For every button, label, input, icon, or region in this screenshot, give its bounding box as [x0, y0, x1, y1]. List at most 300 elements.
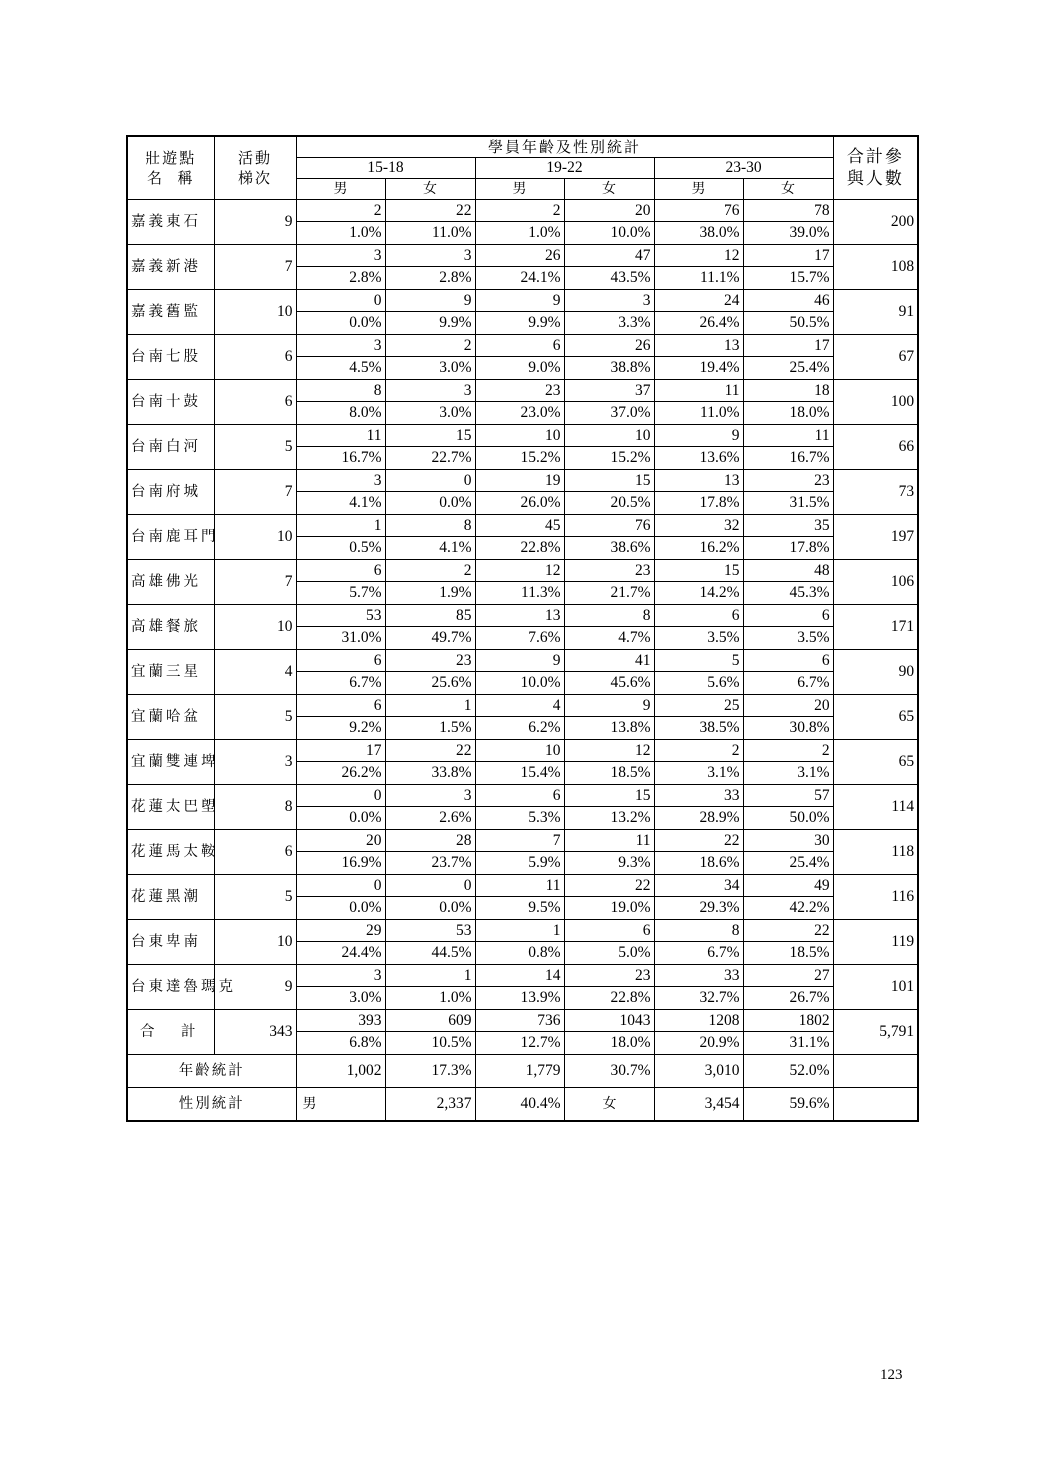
count-cell: 6: [743, 605, 833, 627]
percent-cell: 15.2%: [475, 447, 564, 470]
site-name-cell: 台南十鼓: [127, 380, 214, 425]
percent-cell: 13.6%: [654, 447, 743, 470]
percent-cell: 2.6%: [385, 807, 475, 830]
age-summary-label: 年齡統計: [127, 1055, 296, 1088]
count-cell: 3: [296, 335, 385, 357]
percent-cell: 1.9%: [385, 582, 475, 605]
count-cell: 0: [296, 785, 385, 807]
percent-cell: 5.7%: [296, 582, 385, 605]
count-cell: 27: [743, 965, 833, 987]
count-cell: 23: [743, 470, 833, 492]
percent-cell: 25.4%: [743, 357, 833, 380]
empty-cell: [833, 1055, 918, 1088]
percent-cell: 6.7%: [743, 672, 833, 695]
female-label: 女: [564, 1088, 654, 1122]
count-cell: 23: [564, 560, 654, 582]
total-cell: 114: [833, 785, 918, 830]
count-cell: 20: [296, 830, 385, 852]
percent-cell: 38.5%: [654, 717, 743, 740]
count-cell: 22: [564, 875, 654, 897]
batch-cell: 5: [214, 695, 296, 740]
count-cell: 3: [564, 290, 654, 312]
percent-cell: 9.2%: [296, 717, 385, 740]
count-cell: 9: [564, 695, 654, 717]
count-cell: 3: [296, 245, 385, 267]
count-cell: 1: [296, 515, 385, 537]
site-name-header: 壯遊點 名 稱: [127, 136, 214, 200]
percent-cell: 0.8%: [475, 942, 564, 965]
site-name-cell: 宜蘭三星: [127, 650, 214, 695]
percent-cell: 0.0%: [296, 897, 385, 920]
count-cell: 34: [654, 875, 743, 897]
site-name-cell: 花蓮馬太鞍: [127, 830, 214, 875]
percent-cell: 5.0%: [564, 942, 654, 965]
site-name-cell: 台南府城: [127, 470, 214, 515]
count-cell: 6: [296, 650, 385, 672]
count-cell: 11: [743, 425, 833, 447]
count-cell: 23: [564, 965, 654, 987]
percent-cell: 1.0%: [385, 987, 475, 1010]
total-participants-header: 合計參 與人數: [833, 136, 918, 200]
percent-cell: 31.5%: [743, 492, 833, 515]
percent-cell: 43.5%: [564, 267, 654, 290]
count-cell: 11: [296, 425, 385, 447]
batch-cell: 6: [214, 335, 296, 380]
total-cell: 91: [833, 290, 918, 335]
count-cell: 15: [564, 785, 654, 807]
percent-cell: 0.0%: [385, 492, 475, 515]
site-name-cell: 台東卑南: [127, 920, 214, 965]
count-cell: 12: [654, 245, 743, 267]
count-cell: 23: [385, 650, 475, 672]
age-group-header: 19-22: [475, 158, 654, 179]
percent-cell: 18.0%: [564, 1032, 654, 1055]
percent-cell: 50.5%: [743, 312, 833, 335]
count-cell: 35: [743, 515, 833, 537]
percent-cell: 16.7%: [296, 447, 385, 470]
percent-cell: 11.0%: [654, 402, 743, 425]
table-body: [127, 200, 918, 1055]
percent-cell: 29.3%: [654, 897, 743, 920]
site-name-cell: 高雄餐旅: [127, 605, 214, 650]
percent-cell: 45.3%: [743, 582, 833, 605]
batch-cell: 10: [214, 290, 296, 335]
site-name-cell: 嘉義新港: [127, 245, 214, 290]
percent-cell: 18.6%: [654, 852, 743, 875]
percent-cell: 2.8%: [296, 267, 385, 290]
count-cell: 57: [743, 785, 833, 807]
percent-cell: 24.1%: [475, 267, 564, 290]
percent-cell: 6.2%: [475, 717, 564, 740]
count-cell: 20: [743, 695, 833, 717]
batch-cell: 7: [214, 245, 296, 290]
total-cell: 197: [833, 515, 918, 560]
count-cell: 2: [385, 560, 475, 582]
percent-cell: 5.9%: [475, 852, 564, 875]
percent-cell: 3.0%: [296, 987, 385, 1010]
count-cell: 46: [743, 290, 833, 312]
count-cell: 6: [475, 335, 564, 357]
percent-cell: 23.7%: [385, 852, 475, 875]
sex-header: 女: [743, 179, 833, 200]
percent-cell: 15.4%: [475, 762, 564, 785]
site-count-row: [127, 875, 918, 897]
percent-cell: 6.7%: [654, 942, 743, 965]
summary-cell: 52.0%: [743, 1055, 833, 1088]
count-cell: 29: [296, 920, 385, 942]
count-cell: 393: [296, 1010, 385, 1032]
site-count-row: [127, 920, 918, 942]
percent-cell: 4.7%: [564, 627, 654, 650]
summary-body: [127, 1055, 918, 1122]
summary-cell: 1,779: [475, 1055, 564, 1088]
count-cell: 2: [654, 740, 743, 762]
site-count-row: [127, 965, 918, 987]
percent-cell: 19.4%: [654, 357, 743, 380]
count-cell: 6: [564, 920, 654, 942]
count-cell: 18: [743, 380, 833, 402]
site-count-row: [127, 335, 918, 357]
percent-cell: 8.0%: [296, 402, 385, 425]
summary-cell: 40.4%: [475, 1088, 564, 1122]
sex-summary-label: 性別統計: [127, 1088, 296, 1122]
count-cell: 9: [654, 425, 743, 447]
percent-cell: 0.5%: [296, 537, 385, 560]
percent-cell: 7.6%: [475, 627, 564, 650]
count-cell: 85: [385, 605, 475, 627]
percent-cell: 22.8%: [564, 987, 654, 1010]
batch-cell: 9: [214, 965, 296, 1010]
summary-cell: 30.7%: [564, 1055, 654, 1088]
percent-cell: 25.6%: [385, 672, 475, 695]
count-cell: 12: [564, 740, 654, 762]
percent-cell: 14.2%: [654, 582, 743, 605]
count-cell: 1043: [564, 1010, 654, 1032]
site-count-row: [127, 740, 918, 762]
percent-cell: 4.5%: [296, 357, 385, 380]
count-cell: 53: [296, 605, 385, 627]
count-cell: 76: [564, 515, 654, 537]
percent-cell: 49.7%: [385, 627, 475, 650]
batch-cell: 9: [214, 200, 296, 245]
total-cell: 108: [833, 245, 918, 290]
count-cell: 8: [654, 920, 743, 942]
count-cell: 45: [475, 515, 564, 537]
percent-cell: 3.0%: [385, 402, 475, 425]
count-cell: 76: [654, 200, 743, 222]
site-count-row: [127, 380, 918, 402]
percent-cell: 9.0%: [475, 357, 564, 380]
total-cell: 106: [833, 560, 918, 605]
percent-cell: 16.2%: [654, 537, 743, 560]
count-cell: 6: [654, 605, 743, 627]
site-name-cell: 台南鹿耳門: [127, 515, 214, 560]
summary-cell: 3,010: [654, 1055, 743, 1088]
percent-cell: 33.8%: [385, 762, 475, 785]
count-cell: 6: [475, 785, 564, 807]
total-cell: 118: [833, 830, 918, 875]
total-cell: 73: [833, 470, 918, 515]
count-cell: 2: [475, 200, 564, 222]
percent-cell: 13.2%: [564, 807, 654, 830]
count-cell: 3: [385, 380, 475, 402]
percent-cell: 5.6%: [654, 672, 743, 695]
statistics-table: [126, 135, 919, 1122]
total-cell: 171: [833, 605, 918, 650]
site-count-row: [127, 695, 918, 717]
percent-cell: 18.5%: [743, 942, 833, 965]
count-cell: 6: [743, 650, 833, 672]
percent-cell: 19.0%: [564, 897, 654, 920]
empty-cell: [833, 1088, 918, 1122]
count-cell: 11: [654, 380, 743, 402]
count-cell: 1: [475, 920, 564, 942]
summary-cell: 2,337: [385, 1088, 475, 1122]
percent-cell: 3.5%: [654, 627, 743, 650]
percent-cell: 15.7%: [743, 267, 833, 290]
total-cell: 66: [833, 425, 918, 470]
batch-cell: 8: [214, 785, 296, 830]
count-cell: 11: [475, 875, 564, 897]
count-cell: 12: [475, 560, 564, 582]
percent-cell: 39.0%: [743, 222, 833, 245]
sex-summary-row: [127, 1088, 918, 1122]
site-count-row: [127, 605, 918, 627]
percent-cell: 6.7%: [296, 672, 385, 695]
total-cell: 116: [833, 875, 918, 920]
count-cell: 1802: [743, 1010, 833, 1032]
count-cell: 2: [743, 740, 833, 762]
count-cell: 13: [654, 335, 743, 357]
total-cell: 65: [833, 740, 918, 785]
count-cell: 1208: [654, 1010, 743, 1032]
site-name-cell: 花蓮黑潮: [127, 875, 214, 920]
count-cell: 7: [475, 830, 564, 852]
count-cell: 9: [385, 290, 475, 312]
count-cell: 14: [475, 965, 564, 987]
percent-cell: 2.8%: [385, 267, 475, 290]
count-cell: 32: [654, 515, 743, 537]
percent-cell: 0.0%: [385, 897, 475, 920]
percent-cell: 10.0%: [564, 222, 654, 245]
percent-cell: 20.5%: [564, 492, 654, 515]
site-count-row: [127, 785, 918, 807]
percent-cell: 0.0%: [296, 312, 385, 335]
count-cell: 0: [296, 875, 385, 897]
summary-cell: 17.3%: [385, 1055, 475, 1088]
count-cell: 1: [385, 695, 475, 717]
site-count-row: [127, 245, 918, 267]
count-cell: 10: [475, 740, 564, 762]
site-name-cell: 台南白河: [127, 425, 214, 470]
sex-header: 男: [296, 179, 385, 200]
percent-cell: 30.8%: [743, 717, 833, 740]
count-cell: 6: [296, 560, 385, 582]
percent-cell: 24.4%: [296, 942, 385, 965]
site-name-cell: 嘉義東石: [127, 200, 214, 245]
percent-cell: 31.0%: [296, 627, 385, 650]
percent-cell: 4.1%: [385, 537, 475, 560]
percent-cell: 17.8%: [743, 537, 833, 560]
count-cell: 37: [564, 380, 654, 402]
percent-cell: 13.9%: [475, 987, 564, 1010]
count-cell: 3: [296, 470, 385, 492]
total-cell: 119: [833, 920, 918, 965]
percent-cell: 9.5%: [475, 897, 564, 920]
batch-header: 活動 梯次: [214, 136, 296, 200]
percent-cell: 11.3%: [475, 582, 564, 605]
percent-cell: 3.5%: [743, 627, 833, 650]
total-cell: 200: [833, 200, 918, 245]
count-cell: 53: [385, 920, 475, 942]
count-cell: 22: [743, 920, 833, 942]
count-cell: 4: [475, 695, 564, 717]
count-cell: 26: [564, 335, 654, 357]
percent-cell: 1.5%: [385, 717, 475, 740]
site-name-cell: 台南七股: [127, 335, 214, 380]
count-cell: 8: [296, 380, 385, 402]
count-cell: 33: [654, 965, 743, 987]
percent-cell: 18.5%: [564, 762, 654, 785]
batch-cell: 5: [214, 425, 296, 470]
percent-cell: 0.0%: [296, 807, 385, 830]
age-summary-row: [127, 1055, 918, 1088]
percent-cell: 26.4%: [654, 312, 743, 335]
count-cell: 0: [385, 470, 475, 492]
count-cell: 3: [385, 245, 475, 267]
site-count-row: [127, 200, 918, 222]
batch-cell: 10: [214, 515, 296, 560]
count-cell: 15: [654, 560, 743, 582]
percent-cell: 10.5%: [385, 1032, 475, 1055]
count-cell: 17: [296, 740, 385, 762]
batch-cell: 5: [214, 875, 296, 920]
percent-cell: 1.0%: [475, 222, 564, 245]
count-cell: 22: [385, 740, 475, 762]
percent-cell: 9.9%: [385, 312, 475, 335]
percent-cell: 26.7%: [743, 987, 833, 1010]
percent-cell: 31.1%: [743, 1032, 833, 1055]
percent-cell: 18.0%: [743, 402, 833, 425]
count-cell: 15: [385, 425, 475, 447]
sex-header: 男: [475, 179, 564, 200]
age-group-header: 15-18: [296, 158, 475, 179]
count-cell: 9: [475, 290, 564, 312]
count-cell: 28: [385, 830, 475, 852]
count-cell: 3: [385, 785, 475, 807]
page-number: 123: [880, 1367, 903, 1383]
site-count-row: [127, 1010, 918, 1032]
count-cell: 19: [475, 470, 564, 492]
percent-cell: 4.1%: [296, 492, 385, 515]
percent-cell: 17.8%: [654, 492, 743, 515]
count-cell: 17: [743, 335, 833, 357]
count-cell: 609: [385, 1010, 475, 1032]
count-cell: 8: [564, 605, 654, 627]
percent-cell: 15.2%: [564, 447, 654, 470]
batch-cell: 7: [214, 560, 296, 605]
count-cell: 23: [475, 380, 564, 402]
summary-cell: 3,454: [654, 1088, 743, 1122]
percent-cell: 23.0%: [475, 402, 564, 425]
site-count-row: [127, 290, 918, 312]
site-count-row: [127, 830, 918, 852]
percent-cell: 12.7%: [475, 1032, 564, 1055]
percent-cell: 9.3%: [564, 852, 654, 875]
total-cell: 65: [833, 695, 918, 740]
percent-cell: 21.7%: [564, 582, 654, 605]
percent-cell: 44.5%: [385, 942, 475, 965]
percent-cell: 38.6%: [564, 537, 654, 560]
count-cell: 25: [654, 695, 743, 717]
summary-cell: 1,002: [296, 1055, 385, 1088]
count-cell: 10: [475, 425, 564, 447]
count-cell: 48: [743, 560, 833, 582]
batch-cell: 3: [214, 740, 296, 785]
count-cell: 22: [654, 830, 743, 852]
total-cell: 100: [833, 380, 918, 425]
age-group-header: 23-30: [654, 158, 833, 179]
percent-cell: 3.1%: [654, 762, 743, 785]
percent-cell: 9.9%: [475, 312, 564, 335]
batch-cell: 6: [214, 380, 296, 425]
site-count-row: [127, 470, 918, 492]
count-cell: 10: [564, 425, 654, 447]
count-cell: 2: [385, 335, 475, 357]
count-cell: 33: [654, 785, 743, 807]
count-cell: 78: [743, 200, 833, 222]
count-cell: 22: [385, 200, 475, 222]
percent-cell: 32.7%: [654, 987, 743, 1010]
count-cell: 736: [475, 1010, 564, 1032]
percent-cell: 3.1%: [743, 762, 833, 785]
count-cell: 26: [475, 245, 564, 267]
site-count-row: [127, 515, 918, 537]
count-cell: 20: [564, 200, 654, 222]
count-cell: 0: [296, 290, 385, 312]
total-cell: 5,791: [833, 1010, 918, 1055]
total-cell: 101: [833, 965, 918, 1010]
percent-cell: 11.0%: [385, 222, 475, 245]
total-cell: 90: [833, 650, 918, 695]
count-cell: 2: [296, 200, 385, 222]
count-cell: 49: [743, 875, 833, 897]
count-cell: 24: [654, 290, 743, 312]
percent-cell: 50.0%: [743, 807, 833, 830]
stats-title-header: 學員年齡及性別統計: [296, 136, 833, 158]
percent-cell: 1.0%: [296, 222, 385, 245]
percent-cell: 45.6%: [564, 672, 654, 695]
percent-cell: 42.2%: [743, 897, 833, 920]
count-cell: 3: [296, 965, 385, 987]
count-cell: 11: [564, 830, 654, 852]
sex-header: 女: [564, 179, 654, 200]
site-count-row: [127, 560, 918, 582]
percent-cell: 3.0%: [385, 357, 475, 380]
count-cell: 6: [296, 695, 385, 717]
batch-cell: 4: [214, 650, 296, 695]
site-name-cell: 宜蘭雙連埤: [127, 740, 214, 785]
batch-cell: 343: [214, 1010, 296, 1055]
summary-cell: 59.6%: [743, 1088, 833, 1122]
percent-cell: 25.4%: [743, 852, 833, 875]
count-cell: 17: [743, 245, 833, 267]
count-cell: 15: [564, 470, 654, 492]
batch-cell: 10: [214, 605, 296, 650]
percent-cell: 3.3%: [564, 312, 654, 335]
count-cell: 30: [743, 830, 833, 852]
percent-cell: 6.8%: [296, 1032, 385, 1055]
